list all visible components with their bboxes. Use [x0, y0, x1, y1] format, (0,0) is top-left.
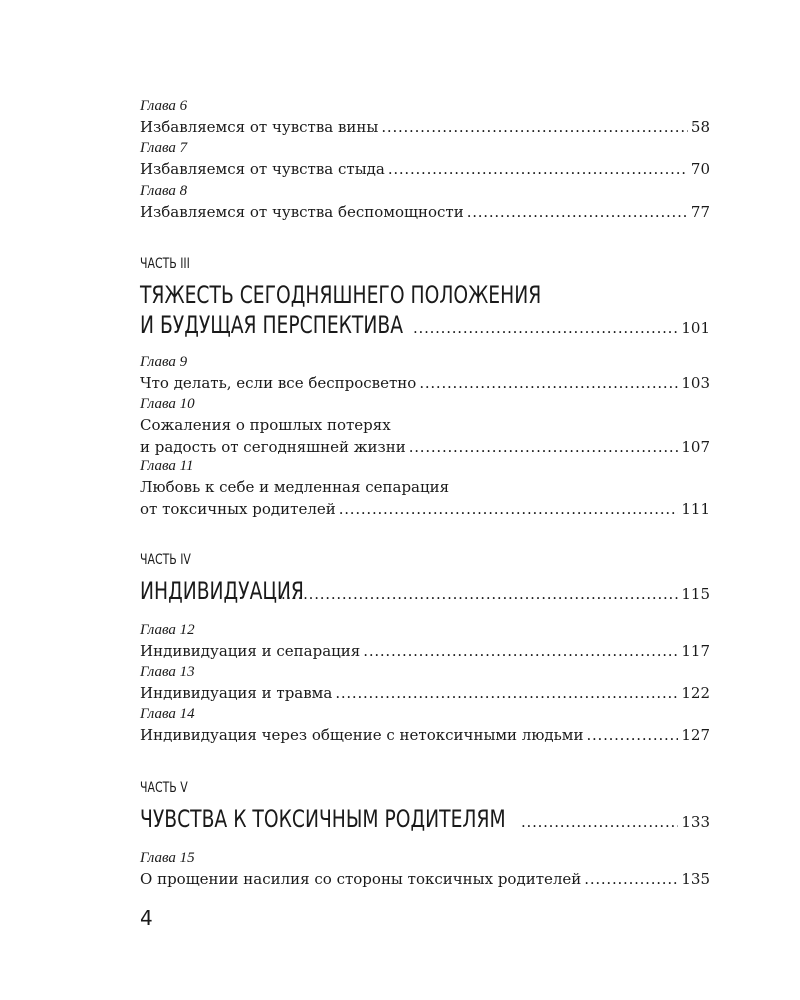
chapter-label: Глава 6 [140, 98, 188, 114]
chapter-title-line-2: и радость от сегодняшней жизни [140, 438, 406, 456]
leader-dots [388, 158, 688, 180]
leader-dots [413, 319, 678, 337]
chapter-title: О прощении насилия со стороны токсичных родителей [140, 870, 582, 888]
leader-dots [335, 682, 678, 704]
leader-dots [281, 585, 678, 603]
chapter-label: Глава 12 [140, 622, 195, 638]
chapter-label: Глава 14 [140, 706, 195, 722]
chapter-label: Глава 9 [140, 354, 188, 370]
chapter-title: Избавляемся от чувства беспомощности [140, 203, 464, 221]
toc-chapter-7 [140, 138, 710, 180]
page-ref: 101 [681, 319, 710, 337]
toc-chapter-15 [140, 848, 710, 890]
toc-chapter-11 [140, 456, 710, 520]
leader-dots [586, 724, 678, 746]
chapter-label: Глава 8 [140, 183, 188, 199]
toc-entry[interactable] [140, 372, 710, 394]
toc-chapter-12 [140, 620, 710, 662]
page-ref: 135 [681, 870, 710, 888]
toc-part-3 [140, 256, 710, 340]
toc-entry[interactable] [140, 804, 710, 834]
toc-entry[interactable] [140, 640, 710, 662]
chapter-label: Глава 13 [140, 664, 195, 680]
toc-chapter-13 [140, 662, 710, 704]
chapter-title-line-1: Сожаления о прошлых потерях [140, 416, 391, 434]
page-number: 4 [140, 906, 153, 930]
toc-chapter-9 [140, 352, 710, 394]
chapter-title-line-1: Любовь к себе и медленная сепарация [140, 478, 450, 496]
toc-entry[interactable] [140, 116, 710, 138]
chapter-label: Глава 7 [140, 140, 188, 156]
toc-part-5 [140, 780, 710, 834]
chapter-title: Индивидуация через общение с нетоксичными людьми [140, 726, 584, 744]
part-title-line-1: ТЯЖЕСТЬ СЕГОДНЯШНЕГО ПОЛОЖЕНИЯ [140, 281, 542, 309]
page-ref: 77 [690, 203, 710, 221]
chapter-title: Индивидуация и сепарация [140, 642, 361, 660]
page-ref: 103 [681, 374, 710, 392]
toc-part-4 [140, 552, 710, 606]
chapter-title: Избавляемся от чувства вины [140, 118, 379, 136]
leader-dots [363, 640, 678, 662]
page-ref: 127 [681, 726, 710, 744]
page-ref: 122 [681, 684, 710, 702]
toc-entry[interactable] [140, 724, 710, 746]
chapter-title: Что делать, если все беспросветно [140, 374, 417, 392]
part-title: ЧУВСТВА К ТОКСИЧНЫМ РОДИТЕЛЯМ [140, 805, 506, 833]
part-label: ЧАСТЬ III [140, 256, 190, 272]
chapter-title: Индивидуация и травма [140, 684, 333, 702]
page-ref: 58 [690, 118, 710, 136]
chapter-title: Избавляемся от чувства стыда [140, 160, 385, 178]
part-title-line-2: И БУДУЩАЯ ПЕРСПЕКТИВА [140, 311, 404, 339]
toc-entry[interactable] [140, 201, 710, 223]
toc-chapter-8 [140, 181, 710, 223]
toc-entry[interactable] [140, 498, 710, 520]
toc-chapter-14 [140, 704, 710, 746]
page-ref: 70 [690, 160, 710, 178]
leader-dots [409, 436, 679, 458]
toc-entry[interactable] [140, 682, 710, 704]
page-ref: 107 [681, 438, 710, 456]
part-label: ЧАСТЬ V [140, 780, 188, 796]
leader-dots [339, 498, 679, 520]
part-label: ЧАСТЬ IV [140, 552, 191, 568]
leader-dots [419, 372, 678, 394]
page-ref: 117 [681, 642, 710, 660]
toc-entry[interactable] [140, 158, 710, 180]
page-ref: 111 [681, 500, 710, 518]
toc-chapter-10 [140, 394, 710, 458]
toc-entry[interactable] [140, 436, 710, 458]
page-ref: 115 [681, 585, 710, 603]
leader-dots [467, 201, 688, 223]
toc-entry[interactable] [140, 310, 710, 340]
leader-dots [381, 116, 688, 138]
leader-dots [584, 868, 678, 890]
part-title: ИНДИВИДУАЦИЯ [140, 577, 304, 605]
toc-entry[interactable] [140, 576, 710, 606]
chapter-label: Глава 11 [140, 458, 194, 474]
chapter-label: Глава 10 [140, 396, 195, 412]
page-ref: 133 [681, 813, 710, 831]
chapter-title-line-2: от токсичных родителей [140, 500, 336, 518]
chapter-label: Глава 15 [140, 850, 195, 866]
toc-entry[interactable] [140, 868, 710, 890]
leader-dots [521, 813, 678, 831]
toc-chapter-6 [140, 96, 710, 138]
